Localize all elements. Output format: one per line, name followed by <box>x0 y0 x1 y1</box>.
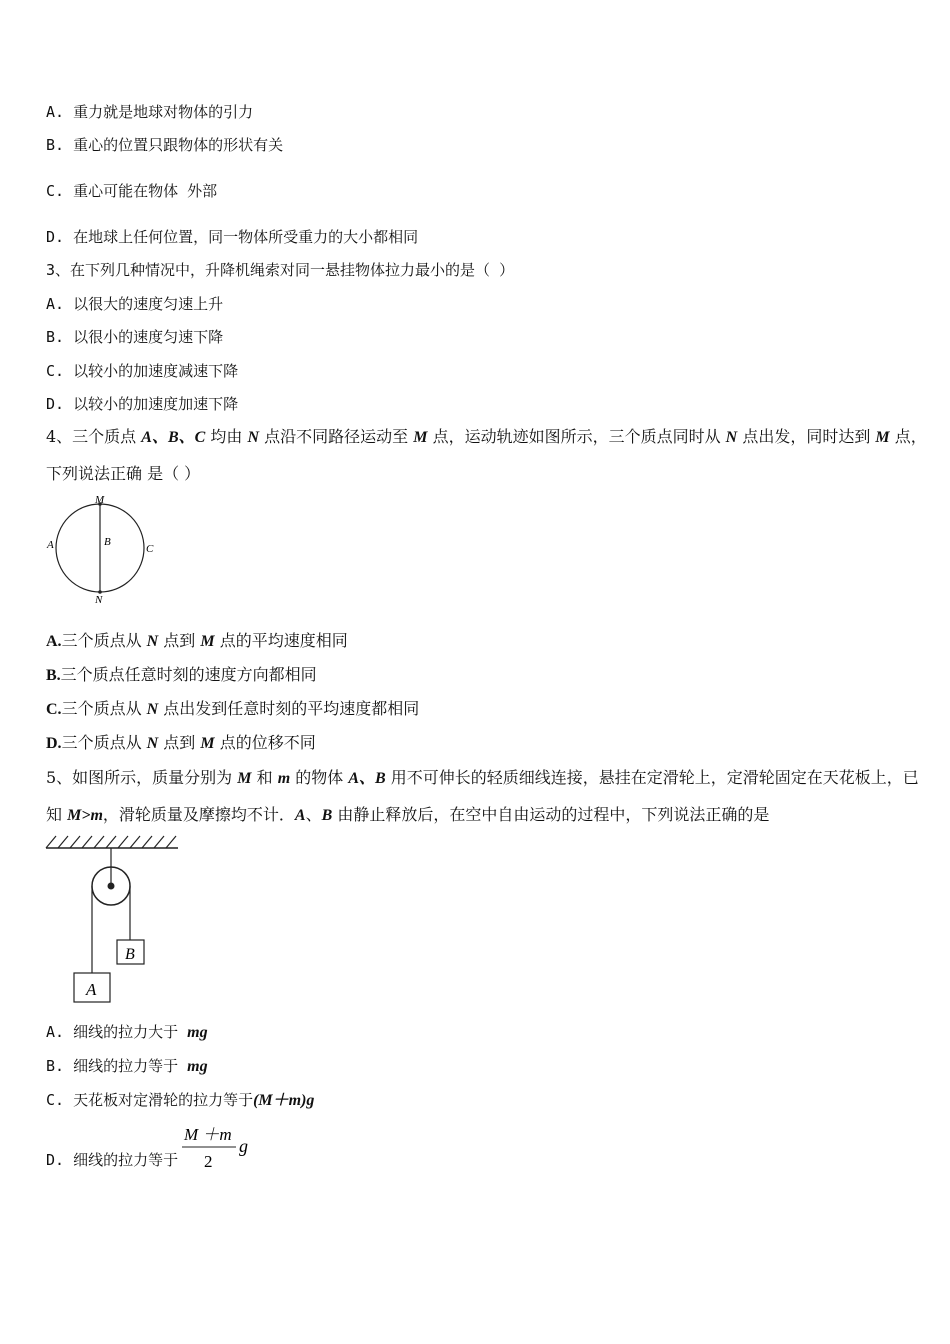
q4-stem-mid2: 点沿不同路径运动至 <box>259 427 414 446</box>
q4-stem-mid4: 点出发，同时达到 <box>737 427 876 446</box>
q2-option-a: A. 重力就是地球对物体的引力 <box>46 103 254 121</box>
q5-option-b <box>46 1056 208 1077</box>
q5-option-a-var: mg <box>187 1024 208 1041</box>
q4-option-a-text3: 点的平均速度相同 <box>214 631 348 650</box>
q4-stem-mid1: 均由 <box>205 427 248 446</box>
q4-var-n2: N <box>725 429 738 446</box>
block-a-label: A <box>86 980 97 999</box>
q4-option-b <box>46 665 317 686</box>
block-b-label: B <box>125 946 135 963</box>
q4-var-n1: N <box>247 429 260 446</box>
q4-label-c: C <box>146 543 154 555</box>
q5-option-c-var: (M＋m)g <box>253 1092 315 1109</box>
q5-condition: M>m <box>67 807 103 824</box>
q4-label-m: M <box>95 494 105 506</box>
q5-option-c <box>46 1090 314 1111</box>
q5-var-b: B <box>321 807 333 824</box>
q5-stem2-c: 、 <box>305 805 322 824</box>
fraction-g: g <box>239 1136 248 1156</box>
q5-option-d-text: D. 细线的拉力等于 <box>46 1151 179 1169</box>
q5-stem-line1 <box>46 768 919 789</box>
q3-option-d: D. 以较小的加速度加速下降 <box>46 395 239 413</box>
q4-option-c-var1: N <box>146 701 159 718</box>
q5-stem1-a: 5、如图所示，质量分别为 <box>46 768 238 787</box>
q4-option-a <box>46 631 348 652</box>
fraction-numerator: M ＋m <box>184 1125 232 1144</box>
q4-option-d-letter: D. <box>46 735 62 752</box>
q4-points: A、B、C <box>141 429 206 446</box>
q4-label-b: B <box>104 536 111 548</box>
fraction-denominator: 2 <box>204 1152 213 1171</box>
q4-stem-line1 <box>46 427 927 448</box>
q5-var-ab: A、B <box>348 770 386 787</box>
q4-option-a-text2: 点到 <box>158 631 201 650</box>
ceiling-hatch <box>46 836 176 848</box>
q4-option-a-var1: N <box>146 633 159 650</box>
q3-option-b: B. 以很小的速度匀速下降 <box>46 328 224 346</box>
q4-circle-figure <box>44 492 160 608</box>
q4-option-a-var2: M <box>200 633 215 650</box>
q4-option-d-var1: N <box>146 735 159 752</box>
q5-stem1-b: 和 <box>251 768 278 787</box>
q4-option-d-text2: 点到 <box>158 733 201 752</box>
q5-stem-line2 <box>46 805 769 826</box>
q5-var-mass-big: M <box>237 770 252 787</box>
q2-option-c: C. 重心可能在物体 外部 <box>46 182 218 200</box>
q4-option-d-text3: 点的位移不同 <box>214 733 316 752</box>
q3-option-a: A. 以很大的速度匀速上升 <box>46 295 224 313</box>
q2-option-d: D. 在地球上任何位置，同一物体所受重力的大小都相同 <box>46 228 419 246</box>
q5-option-c-text: C. 天花板对定滑轮的拉力等于 <box>46 1091 254 1109</box>
q5-option-b-var: mg <box>187 1058 208 1075</box>
q4-option-d-text1: 三个质点从 <box>61 733 147 752</box>
q5-stem2-a: 知 <box>46 805 68 824</box>
q3-stem: 3、在下列几种情况中，升降机绳索对同一悬挂物体拉力最小的是（ ） <box>46 261 515 279</box>
pulley-axle <box>108 883 115 890</box>
q2-option-b: B. 重心的位置只跟物体的形状有关 <box>46 136 284 154</box>
q4-stem-prefix: 4、三个质点 <box>46 427 142 446</box>
q5-pulley-figure <box>44 834 184 1006</box>
q4-stem-line2: 下列说法正确 是（ ） <box>46 464 201 483</box>
q4-option-a-letter: A. <box>46 633 62 650</box>
q4-label-a: A <box>47 539 54 551</box>
q4-var-m2: M <box>875 429 890 446</box>
q5-var-mass-small: m <box>277 770 291 787</box>
q5-stem2-b: ，滑轮质量及摩擦均不计． <box>102 805 295 824</box>
q4-stem-mid3: 点，运动轨迹如图所示，三个质点同时从 <box>427 427 726 446</box>
q5-option-b-text: B. 细线的拉力等于 <box>46 1057 188 1075</box>
q5-var-a: A <box>294 807 306 824</box>
q4-option-b-letter: B. <box>46 667 61 684</box>
q4-option-d <box>46 733 316 754</box>
q4-stem-end: 点， <box>889 427 927 446</box>
q5-stem2-d: 由静止释放后，在空中自由运动的过程中，下列说法正确的是 <box>332 805 770 824</box>
q4-option-c <box>46 699 419 720</box>
q4-option-c-text2: 点出发到任意时刻的平均速度都相同 <box>158 699 420 718</box>
q4-option-c-text1: 三个质点从 <box>61 699 147 718</box>
q4-option-d-var2: M <box>200 735 215 752</box>
q5-stem1-c: 的物体 <box>290 768 349 787</box>
q4-option-c-letter: C. <box>46 701 62 718</box>
q5-option-a <box>46 1022 208 1043</box>
q5-option-a-text: A. 细线的拉力大于 <box>46 1023 188 1041</box>
q4-label-n: N <box>95 594 103 606</box>
q5-option-d-fraction <box>182 1124 252 1174</box>
q4-option-a-text1: 三个质点从 <box>61 631 147 650</box>
q4-option-b-text: 三个质点任意时刻的速度方向都相同 <box>60 665 317 684</box>
q4-var-m1: M <box>413 429 428 446</box>
q5-stem1-d: 用不可伸长的轻质细线连接，悬挂在定滑轮上，定滑轮固定在天花板上，已 <box>385 768 919 787</box>
q3-option-c: C. 以较小的加速度减速下降 <box>46 362 239 380</box>
